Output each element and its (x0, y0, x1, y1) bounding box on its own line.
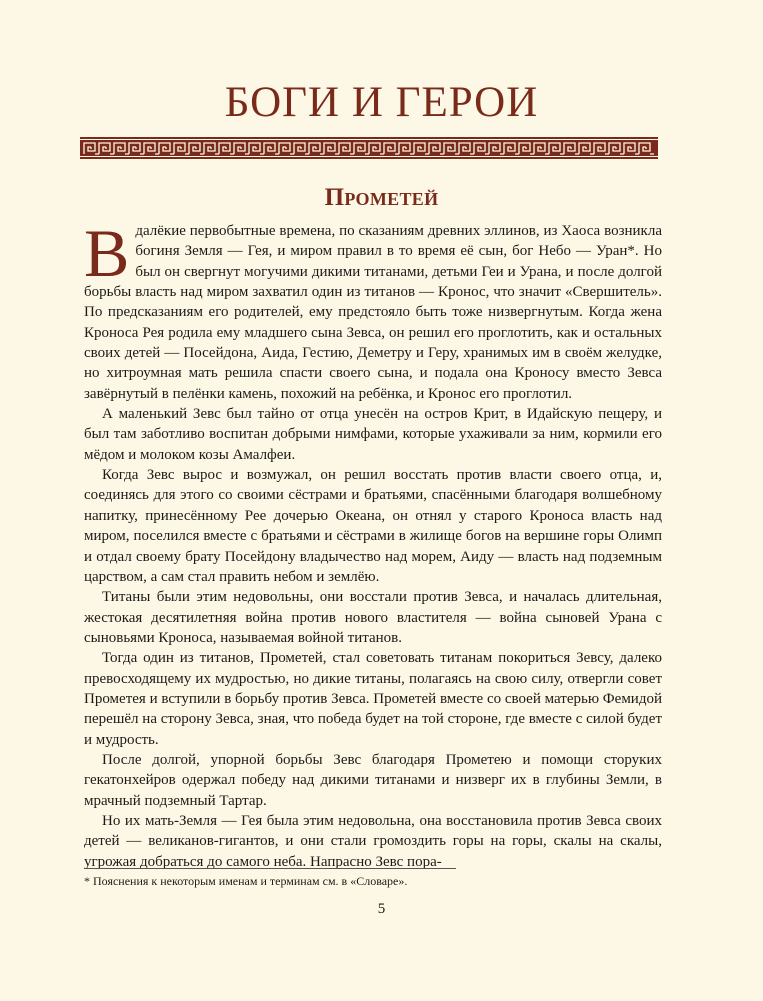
greek-key-ornament (80, 137, 658, 159)
paragraph: Но их мать-Земля — Гея была этим недовольна, она восстановила против Зевса своих детей — великанов-гигантов, и они стали громоздить горы на горы, скалы на скалы, угрожая добраться до самого неба. Напрасно Зевс пора- (84, 812, 662, 870)
paragraph: Титаны были этим недовольны, они восстали против Зевса, и началась длительная, жестокая десятилетняя война против нового властителя — война сыновей Урана с сыновьями Кроноса, называемая войной титанов. (84, 589, 662, 646)
page-number: 5 (377, 901, 386, 917)
meander-pattern (84, 143, 654, 154)
paragraph: Когда Зевс вырос и возмужал, он решил восстать против власти своего отца, и, соединясь для этого со своими сёстрами и братьями, спасёнными благодаря волшебному напитку, принесённому Рее дочерью Океана, он отнял у старого Кроноса власть над миром, поселился вместе с братьями и сёстрами в жилище богов на вершине горы Олимп и отдал своему брату Посейдону владычество над морем, Аиду — власть над подземным царством, а сам стал править небом и землёю. (84, 467, 662, 585)
footnote: * Пояснения к некоторым именам и терминам см. в «Словаре». (84, 874, 408, 888)
paragraph: После долгой, упорной борьбы Зевс благодаря Прометею и помощи сторуких гекатонхейров одержал победу над дикими титанами и низверг их в глубины Земли, в мрачный подземный Тартар. (84, 751, 662, 809)
article-body (84, 215, 663, 872)
section-title: Прометей (324, 184, 439, 211)
paragraph: Тогда один из титанов, Прометей, стал советовать титанам покориться Зевсу, далеко превосходящему их мудростью, но дикие титаны, полагаясь на свою силу, отвергли совет Прометея и вступили в борьбу против Зевса. Прометей вместе со своей матерью Фемидой перешёл на сторону Зевса, зная, что победа будет на той стороне, где вместе с силой будет и мудрость. (84, 650, 663, 748)
book-title: БОГИ И ГЕРОИ (224, 79, 539, 126)
paragraph: А маленький Зевс был тайно от отца унесён на остров Крит, в Идайскую пещеру, и был там заботливо воспитан добрыми нимфами, которые ухаживали за ним, кормили его мёдом и молоком козы Амалфеи. (84, 406, 662, 463)
drop-cap-letter: В (84, 215, 130, 291)
paragraph (84, 215, 662, 404)
paragraph-text: далёкие первобытные времена, по сказаниям древних эллинов, из Хаоса возникла богиня Земля — Гея, и миром правил в то время её сын, бог Небо — Уран*. Но был он свергнут могучими дикими титанами, детьми Геи и Урана, и после долгой борьбы власть над миром захватил один из титанов — Кронос, что значит «Свершитель». По предсказаниям его родителей, ему предстояло быть тоже низвергнутым. Когда жена Кроноса Рея родила ему младшего сына Зевса, он решил его проглотить, как и остальных своих детей — Посейдона, Аида, Гестию, Деметру и Геру, хранимых им в своём желудке, но хитроумная мать решила спасти своего сына, и подала она Кроносу вместо Зевса завёрнутый в пелёнки камень, похожий на ребёнка, и Кронос его проглотил. (84, 223, 662, 402)
footnote-divider (84, 868, 456, 869)
